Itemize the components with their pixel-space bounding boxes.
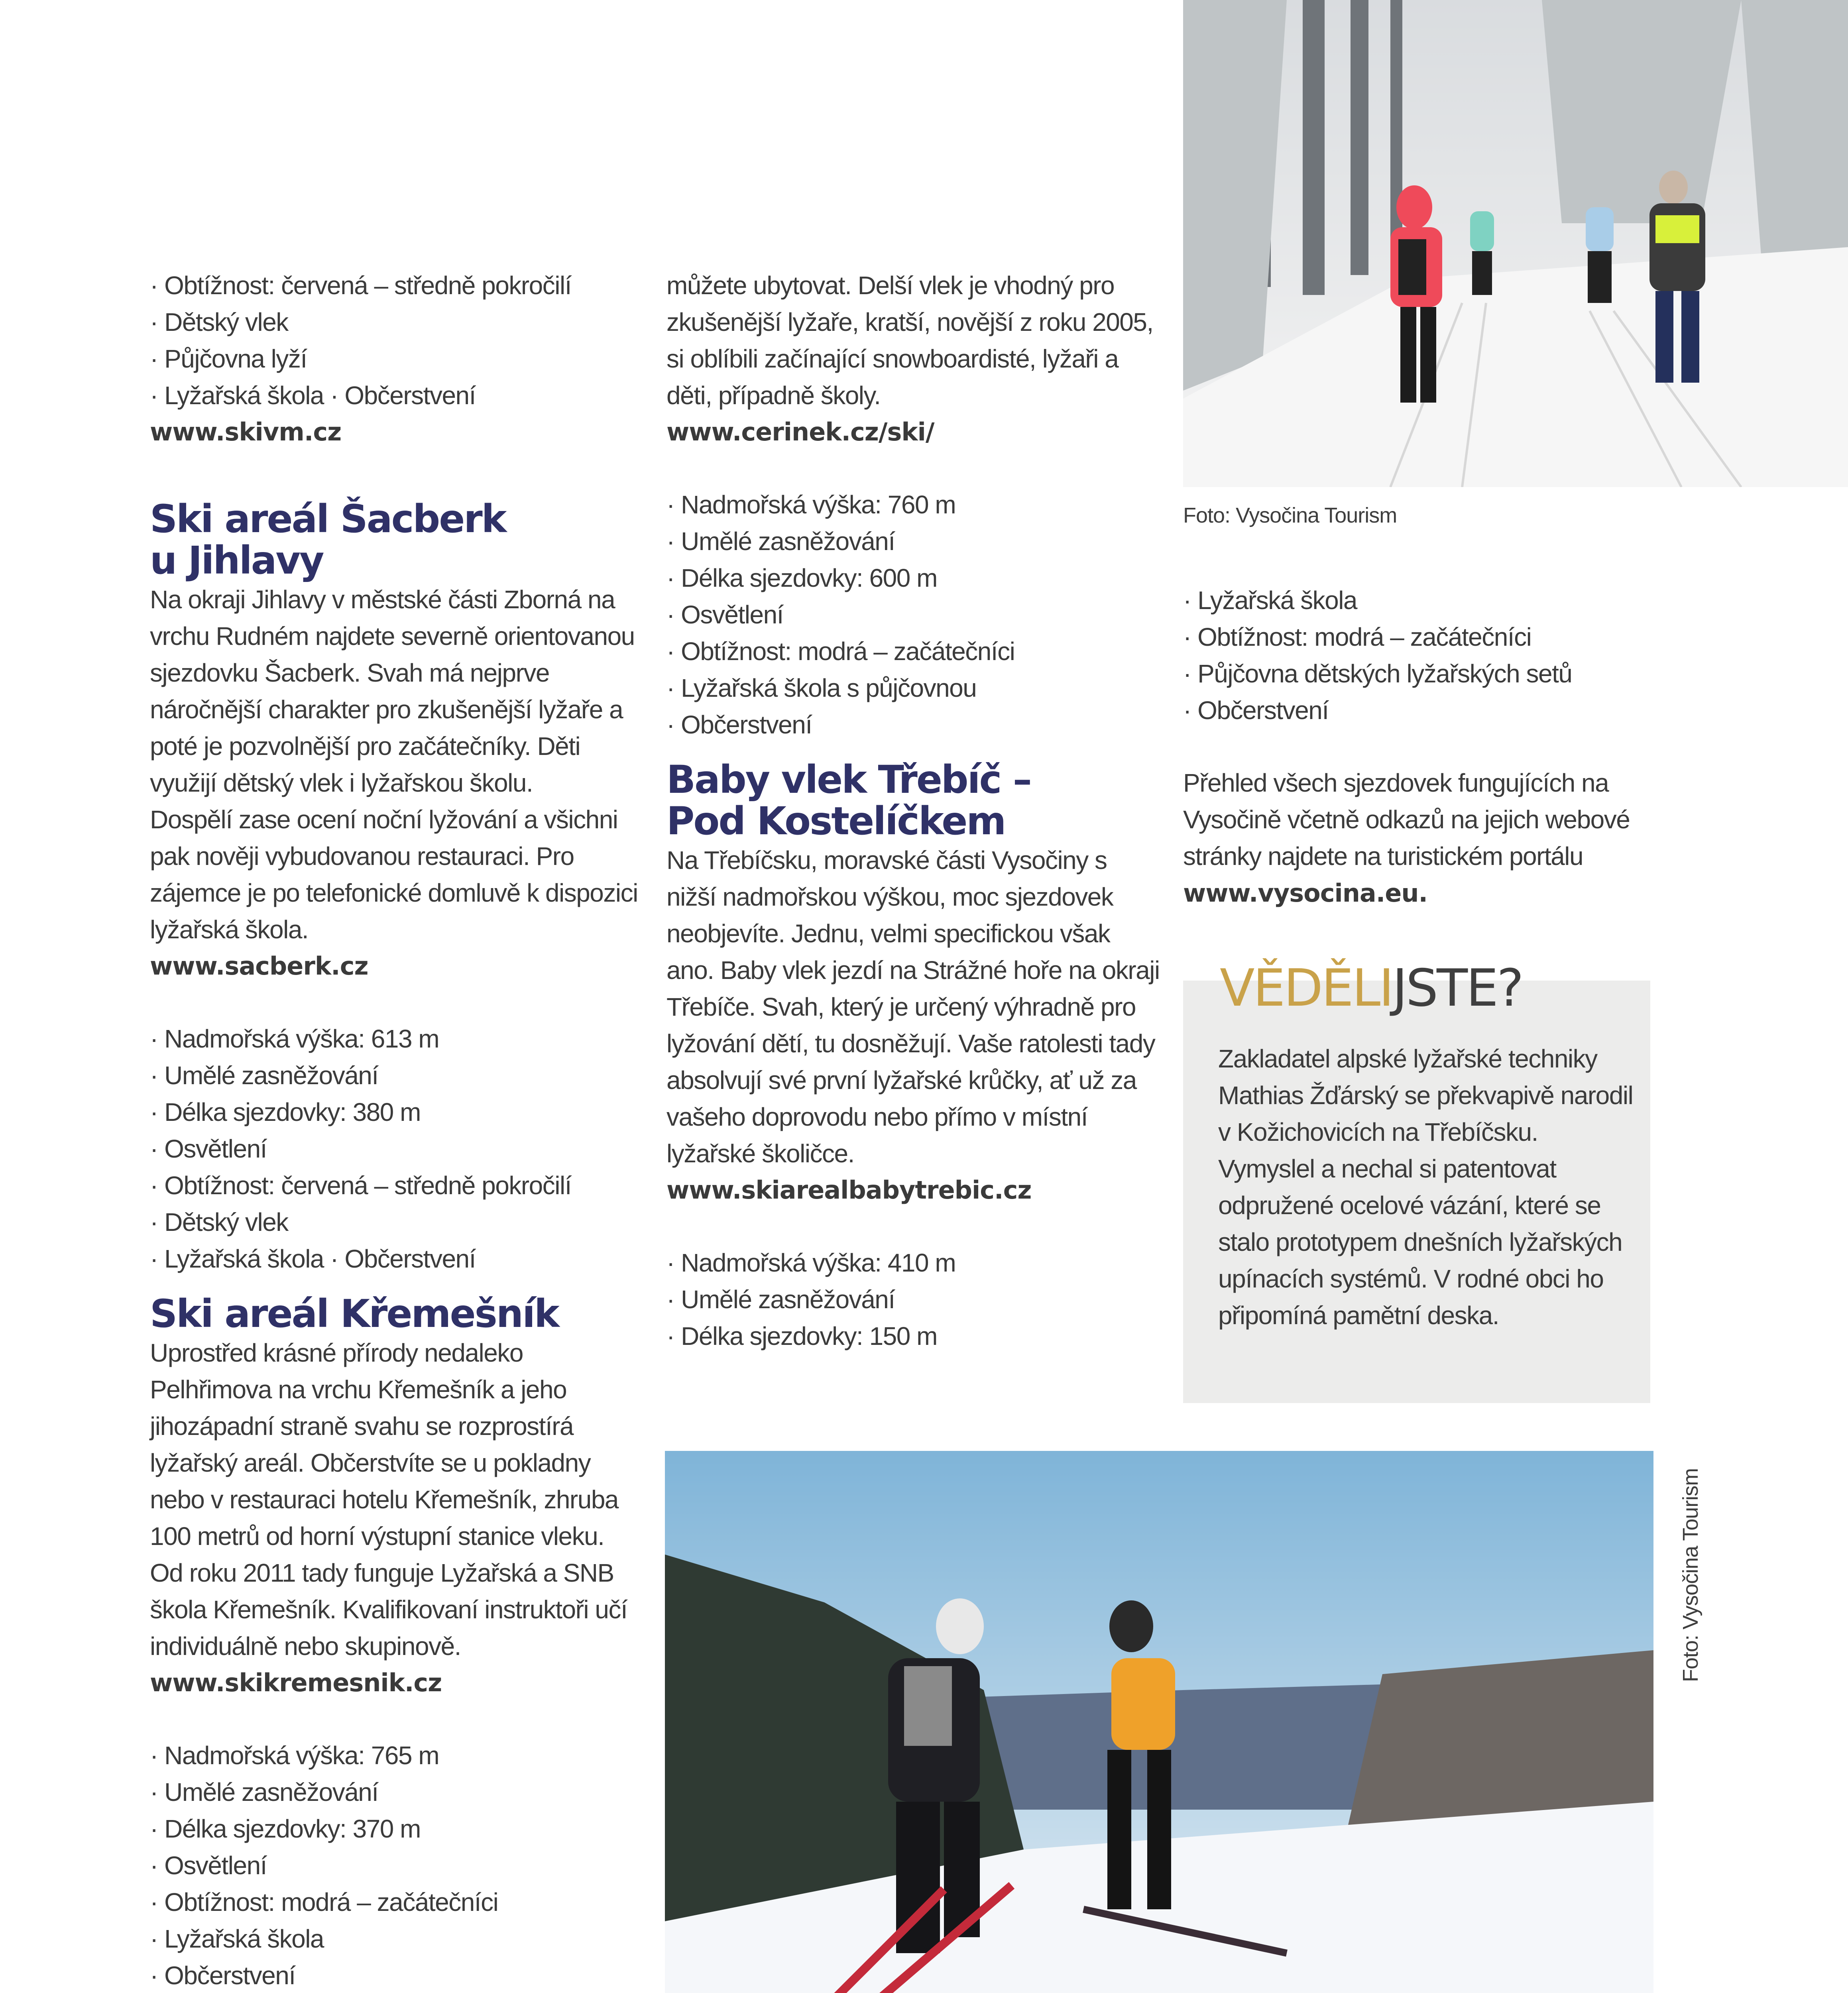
kremesnik-text: Uprostřed krásné přírody nedaleko Pelhřimova na vrchu Křemešník a jeho jihozápadní straně svahu se rozprostírá lyžařský areál. Občerstvíte se u pokladny nebo v restauraci hotelu Křemešník, zhruba 100 metrů od horní výstupní stanice vleku. Od roku 2011 tady funguje Lyžařská a SNB škola Křemešník. Kvalifikovaní instruktoři učí individuálně nebo skupinově. [150, 1338, 627, 1661]
baby-vlek-text: Na Třebíčsku, moravské části Vysočiny s nižší nadmořskou výškou, moc sjezdovek neobjevíte. Jednu, velmi specifickou však ano. Baby vlek jezdí na Strážné hoře na okraji Třebíče. Svah, který je určený výhradně pro lyžování dětí, tu dosněžují. Vaše ratolesti tady absolvují své první lyžařské krůčky, ať už za vašeho doprovodu nebo přímo v místní lyžařské školičce. [666, 846, 1160, 1168]
feature-item: · Občerstvení [1183, 692, 1661, 729]
feature-item: · Obtížnost: modrá – začátečníci [666, 633, 1161, 670]
column-1 [150, 267, 640, 1993]
skivm-link[interactable]: www.skivm.cz [150, 417, 342, 446]
feature-item: · Délka sjezdovky: 370 m [150, 1810, 640, 1847]
feature-item: · Dětský vlek [150, 1204, 640, 1240]
feature-item: · Umělé zasněžování [666, 523, 1161, 560]
cerinek-text-continued: můžete ubytovat. Delší vlek je vhodný pro zkušenější lyžaře, kratší, novější z roku 2005, si oblíbili začínající snowboardisté, lyžaři a děti, případně školy. [666, 271, 1153, 410]
did-you-know-title-gold: VĚDĚLI [1220, 959, 1392, 1018]
baby-vlek-heading: Baby vlek Třebíč – Pod Kostelíčkem [666, 757, 1031, 843]
sacberk-link[interactable]: www.sacberk.cz [150, 951, 368, 981]
sacberk-text-2: Dospělí zase ocení noční lyžování a všichni pak nověji vybudovanou restauraci. Pro zájemce je po telefonické domluvě k dispozici lyžařská škola. [150, 805, 638, 944]
feature-item: · Nadmořská výška: 760 m [666, 486, 1161, 523]
did-you-know-title-grey: JSTE? [1392, 959, 1522, 1018]
overview-body: Přehled všech sjezdovek fungujících na Vysočině včetně odkazů na jejich webové stránky najdete na turistickém portálu [1183, 769, 1630, 871]
feature-item: · Osvětlení [150, 1130, 640, 1167]
feature-item: · Občerstvení [666, 706, 1161, 743]
feature-item: · Lyžařská škola · Občerstvení [150, 377, 640, 414]
feature-item: · Dětský vlek [150, 304, 640, 340]
feature-item: · Půjčovna lyží [150, 340, 640, 377]
feature-item: · Obtížnost: červená – středně pokročilí [150, 267, 640, 304]
feature-item: · Umělé zasněžování [150, 1774, 640, 1810]
overview-text [1183, 765, 1661, 912]
feature-item: · Nadmořská výška: 765 m [150, 1737, 640, 1774]
feature-item: · Délka sjezdovky: 380 m [150, 1094, 640, 1130]
baby-vlek-features-list-cont [1183, 582, 1661, 729]
feature-item: · Délka sjezdovky: 150 m [666, 1318, 1161, 1354]
skivm-features-list [150, 267, 640, 414]
feature-item: · Osvětlení [150, 1847, 640, 1884]
feature-item: · Umělé zasněžování [666, 1281, 1161, 1318]
feature-item: · Obtížnost: modrá – začátečníci [150, 1884, 640, 1920]
feature-item: · Nadmořská výška: 410 m [666, 1244, 1161, 1281]
photo-caption-top: Foto: Vysočina Tourism [1183, 503, 1397, 527]
feature-item: · Umělé zasněžování [150, 1057, 640, 1094]
feature-item: · Lyžařská škola · Občerstvení [150, 1240, 640, 1277]
column-2 [666, 267, 1161, 1354]
sacberk-heading: Ski areál Šacberk u Jihlavy [150, 497, 506, 583]
cerinek-features-list [666, 486, 1161, 743]
sacberk-text: Na okraji Jihlavy v městské části Zborná na vrchu Rudném najdete severně orientovanou sjezdovku Šacberk. Svah má nejprve náročnější charakter pro zkušenější lyžaře a poté je pozvolnější pro začátečníky. Děti využijí dětský vlek i lyžařskou školu. [150, 585, 635, 797]
cross-country-skiers-photo [1183, 0, 1848, 487]
slope-illustration [665, 1451, 1653, 1993]
cerinek-link[interactable]: www.cerinek.cz/ski/ [666, 417, 934, 446]
vysocina-link[interactable]: www.vysocina.eu. [1183, 879, 1428, 908]
kremesnik-features-list [150, 1737, 640, 1993]
feature-item: · Lyžařská škola [150, 1920, 640, 1957]
baby-vlek-features-list [666, 1244, 1161, 1354]
feature-item: · Občerstvení [150, 1957, 640, 1993]
feature-item: · Půjčovna dětských lyžařských setů [1183, 655, 1661, 692]
feature-item: · Nadmořská výška: 613 m [150, 1020, 640, 1057]
baby-vlek-link[interactable]: www.skiarealbabytrebic.cz [666, 1175, 1032, 1205]
skiers-couple-photo [665, 1451, 1653, 1993]
feature-item: · Obtížnost: modrá – začátečníci [1183, 619, 1661, 655]
feature-item: · Osvětlení [666, 596, 1161, 633]
feature-item: · Lyžařská škola [1183, 582, 1661, 619]
kremesnik-link[interactable]: www.skikremesnik.cz [150, 1668, 442, 1697]
did-you-know-title [1220, 961, 1522, 1016]
forest-trail-illustration [1183, 0, 1848, 487]
feature-item: · Obtížnost: červená – středně pokročilí [150, 1167, 640, 1204]
feature-item: · Lyžařská škola s půjčovnou [666, 670, 1161, 706]
did-you-know-text: Zakladatel alpské lyžařské techniky Mathias Žďárský se překvapivě narodil v Kožichovicích na Třebíčsku. Vymyslel a nechal si patentovat odpružené ocelové vázání, které se stalo prototypem dnešních lyžařských upínacích systémů. V rodné obci ho připomíná pamětní deska. [1218, 1044, 1633, 1330]
column-3 [1183, 582, 1661, 912]
sacberk-features-list [150, 1020, 640, 1277]
photo-caption-middle: Foto: Vysočina Tourism [1679, 1468, 1703, 1682]
kremesnik-heading: Ski areál Křemešník [150, 1291, 558, 1336]
feature-item: · Délka sjezdovky: 600 m [666, 560, 1161, 596]
